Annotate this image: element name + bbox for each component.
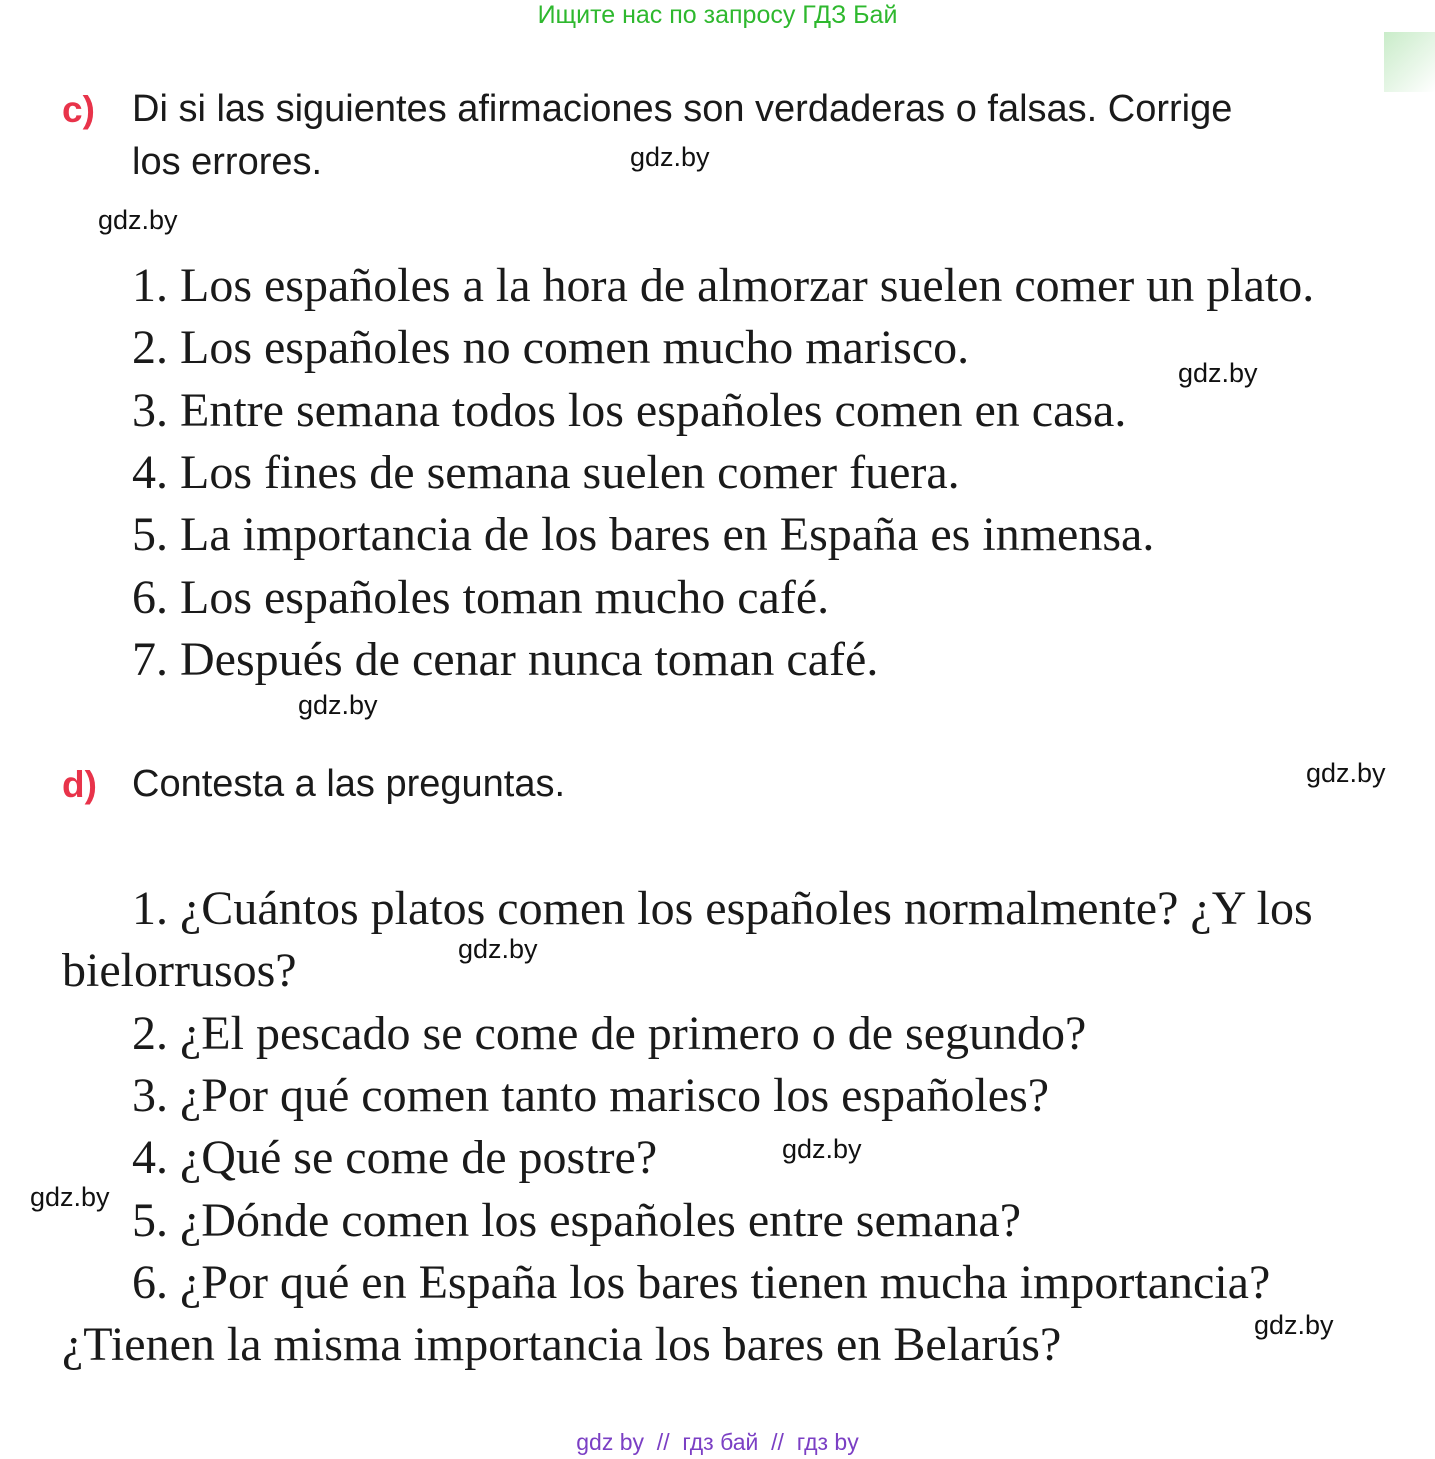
question-3: 3. ¿Por qué comen tanto marisco los españoles?: [132, 1069, 1050, 1122]
watermark: gdz.by: [298, 690, 378, 720]
statement-3: 3. Entre semana todos los españoles comen en casa.: [132, 384, 1127, 437]
watermark: gdz.by: [1306, 758, 1386, 788]
section-c-instruction-line1: Di si las siguientes afirmaciones son verdaderas o falsas. Corrige: [132, 88, 1233, 130]
statement-1: 1. Los españoles a la hora de almorzar suelen comer un plato.: [132, 259, 1315, 312]
question-5: 5. ¿Dónde comen los españoles entre semana?: [132, 1194, 1022, 1247]
watermark: gdz.by: [782, 1134, 862, 1164]
question-6-line1: 6. ¿Por qué en España los bares tienen mucha importancia?: [132, 1256, 1271, 1309]
statement-2: 2. Los españoles no comen mucho marisco.: [132, 321, 970, 374]
question-4: 4. ¿Qué se come de postre?: [132, 1131, 658, 1184]
section-d-instruction: Contesta a las preguntas.: [132, 763, 566, 805]
question-6-line2: ¿Tienen la misma importancia los bares en Belarús?: [62, 1318, 1062, 1371]
question-1-line2: bielorrusos?: [62, 944, 297, 997]
watermark: gdz.by: [1178, 358, 1258, 388]
question-1-line1: 1. ¿Cuántos platos comen los españoles normalmente? ¿Y los: [132, 882, 1313, 935]
statement-6: 6. Los españoles toman mucho café.: [132, 571, 830, 624]
section-d-letter: d): [62, 764, 97, 805]
statement-4: 4. Los fines de semana suelen comer fuera.: [132, 446, 960, 499]
watermark: gdz.by: [458, 934, 538, 964]
section-c-instruction-line2: los errores.: [132, 141, 323, 183]
footer-links: gdz by // гдз бай // гдз by: [576, 1429, 859, 1455]
question-2: 2. ¿El pescado se come de primero o de segundo?: [132, 1007, 1087, 1060]
statement-5: 5. La importancia de los bares en España es inmensa.: [132, 508, 1155, 561]
watermark: gdz.by: [98, 205, 178, 235]
watermark: gdz.by: [30, 1182, 110, 1212]
statement-7: 7. Después de cenar nunca toman café.: [132, 633, 879, 686]
watermark: gdz.by: [1254, 1310, 1334, 1340]
top-banner: Ищите нас по запросу ГДЗ Бай: [537, 1, 898, 29]
section-c-letter: c): [62, 89, 95, 130]
corner-decoration: [1384, 32, 1435, 92]
watermark: gdz.by: [630, 142, 710, 172]
